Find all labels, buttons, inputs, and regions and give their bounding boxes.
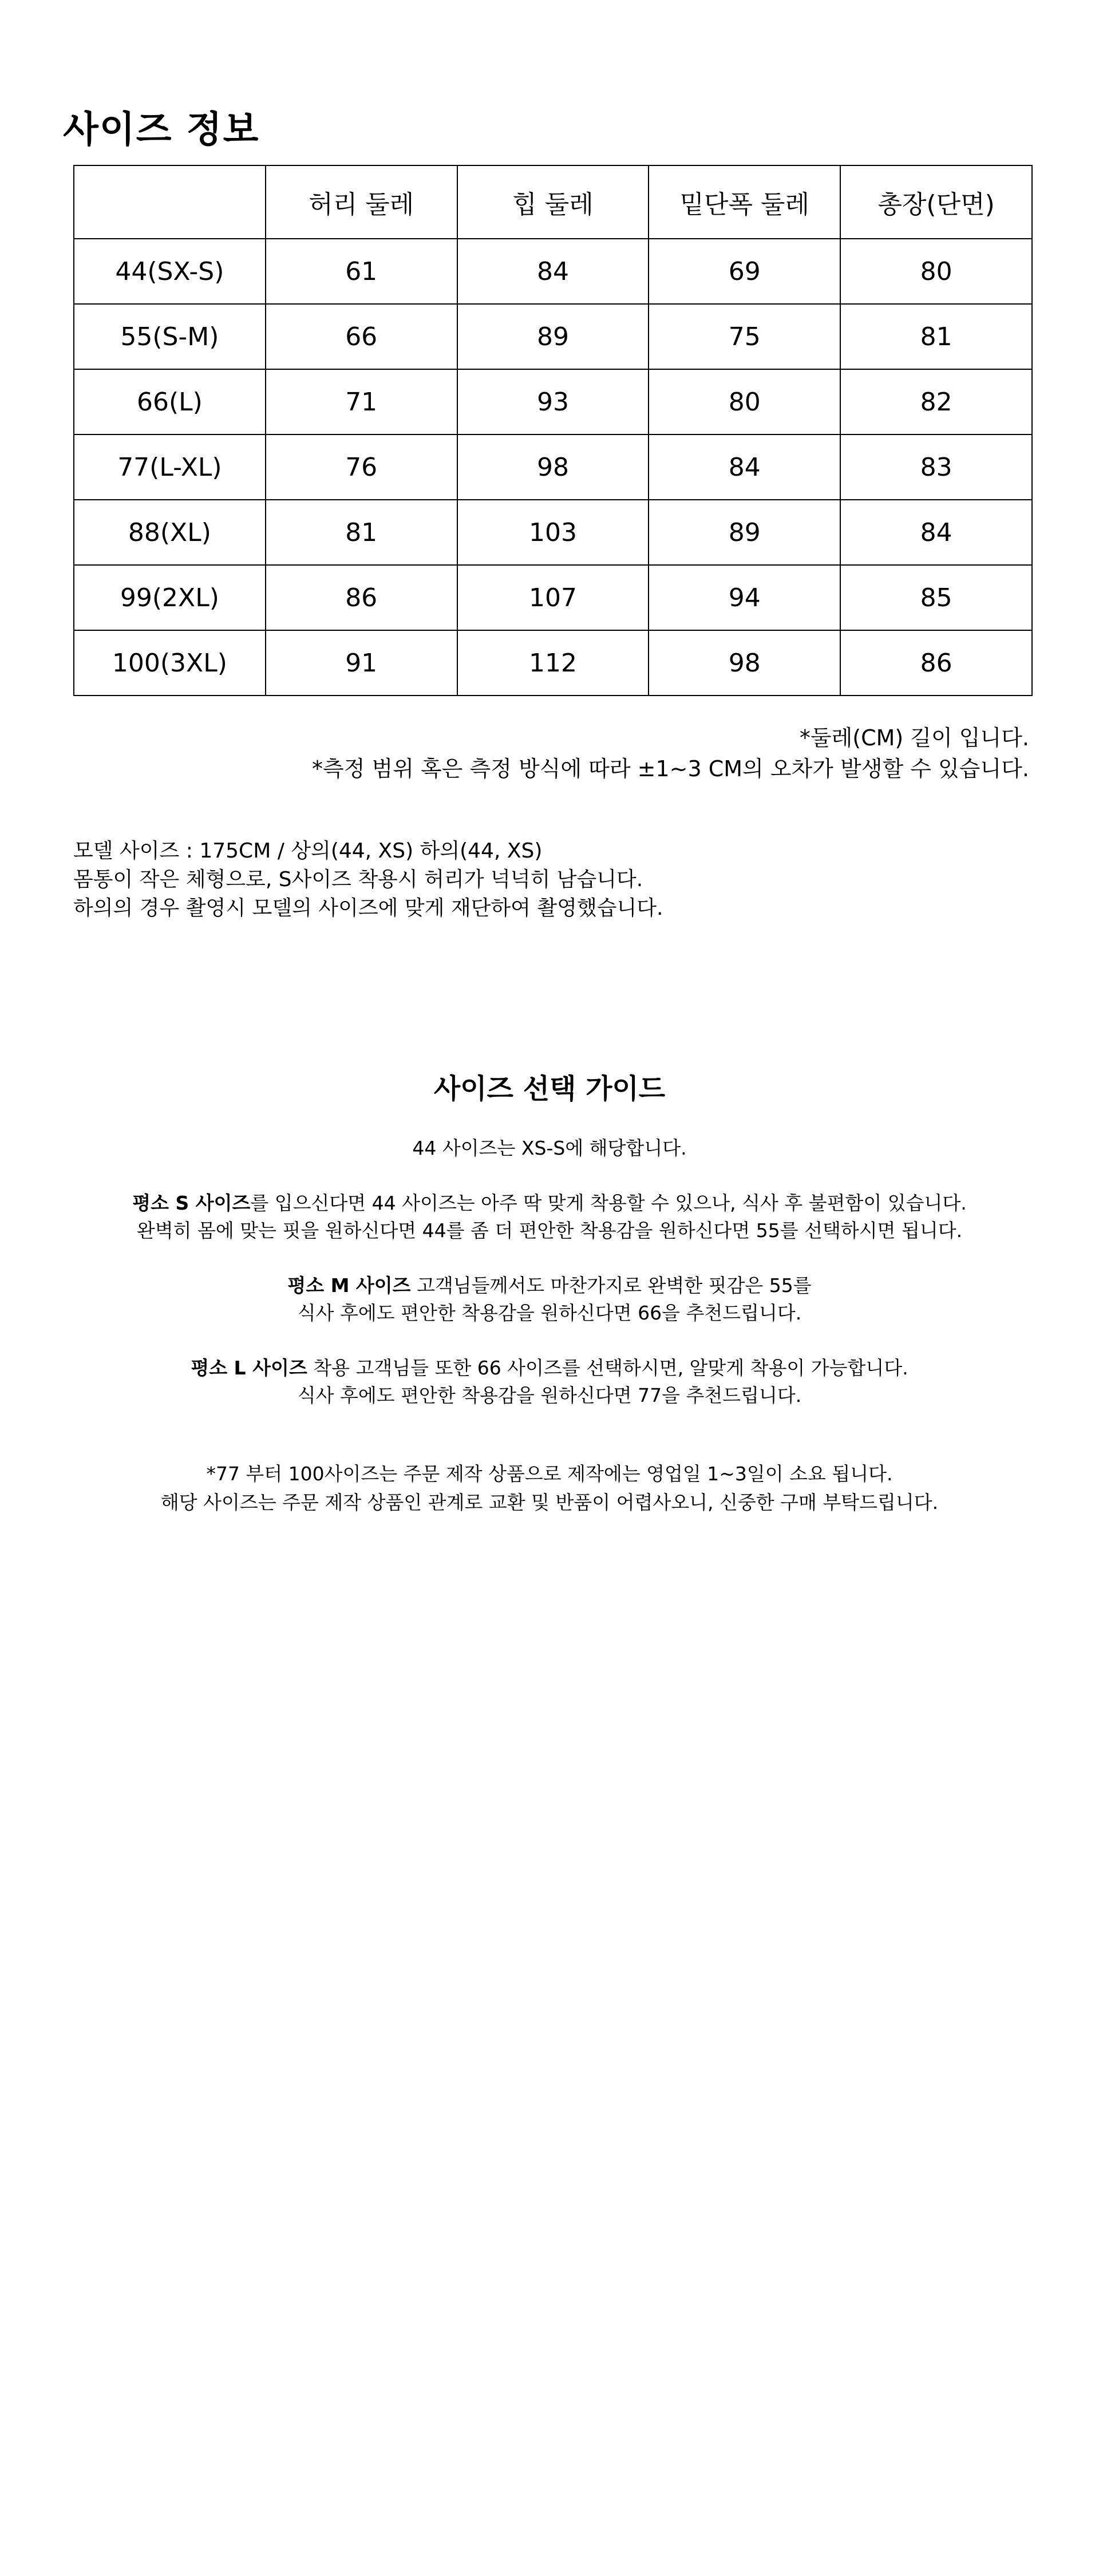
model-size-line: 모델 사이즈 : 175CM / 상의(44, XS) 하의(44, XS) [73, 839, 543, 863]
guide-m-block [0, 1272, 1099, 1327]
table-cell: 107 [457, 565, 649, 630]
table-cell: 44(SX-S) [74, 239, 266, 304]
guide-l-block [0, 1354, 1099, 1409]
table-cell: 93 [457, 369, 649, 434]
size-info-title: 사이즈 정보 [63, 109, 260, 151]
table-header-row [74, 165, 1032, 239]
guide-footer-line2: 해당 사이즈는 주문 제작 상품인 관계로 교환 및 반품이 어렵사오니, 신중한 구매 부탁드립니다. [160, 1491, 939, 1514]
guide-s-line2: 완벽히 몸에 맞는 핏을 원하신다면 44를 좀 더 편안한 착용감을 원하신다면 55를 선택하시면 됩니다. [136, 1219, 963, 1242]
table-row [74, 304, 1032, 369]
table-row [74, 630, 1032, 696]
table-row [74, 239, 1032, 304]
model-info [73, 837, 663, 923]
table-row [74, 434, 1032, 500]
table-row [74, 369, 1032, 434]
guide-s-block [0, 1190, 1099, 1244]
table-row [74, 500, 1032, 565]
table-cell: 81 [266, 500, 457, 565]
guide-l-line1 [0, 1354, 1099, 1382]
guide-s-bold: 평소 S 사이즈 [132, 1192, 251, 1214]
guide-m-line1 [0, 1272, 1099, 1299]
note-tolerance: *측정 범위 혹은 측정 방식에 따라 ±1~3 CM의 오차가 발생할 수 있습니다. [311, 756, 1029, 781]
note-unit: *둘레(CM) 길이 입니다. [799, 725, 1029, 750]
guide-m-text: 고객님들께서도 마찬가지로 완벽한 핏감은 55를 [410, 1274, 812, 1297]
guide-footer [0, 1460, 1099, 1517]
table-cell: 75 [649, 304, 840, 369]
table-cell: 88(XL) [74, 500, 266, 565]
table-cell: 80 [840, 239, 1032, 304]
table-cell: 86 [840, 630, 1032, 696]
guide-intro [0, 1135, 1099, 1162]
table-cell: 84 [457, 239, 649, 304]
table-cell: 112 [457, 630, 649, 696]
table-cell: 84 [649, 434, 840, 500]
table-cell: 55(S-M) [74, 304, 266, 369]
size-table [73, 165, 1033, 696]
guide-footer-line1: *77 부터 100사이즈는 주문 제작 상품으로 제작에는 영업일 1~3일이 소요 됩니다. [206, 1463, 893, 1485]
guide-intro-text: 44 사이즈는 XS-S에 해당합니다. [412, 1137, 687, 1159]
size-guide [0, 1070, 1099, 1517]
table-cell: 91 [266, 630, 457, 696]
table-cell: 103 [457, 500, 649, 565]
table-cell: 94 [649, 565, 840, 630]
guide-s-line1 [0, 1190, 1099, 1217]
table-cell: 89 [649, 500, 840, 565]
table-cell: 76 [266, 434, 457, 500]
table-row [74, 565, 1032, 630]
guide-l-line2: 식사 후에도 편안한 착용감을 원하신다면 77을 추천드립니다. [297, 1384, 802, 1406]
table-cell: 77(L-XL) [74, 434, 266, 500]
guide-m-bold: 평소 M 사이즈 [287, 1274, 411, 1297]
guide-l-bold: 평소 L 사이즈 [191, 1357, 307, 1379]
table-cell: 86 [266, 565, 457, 630]
table-cell: 66 [266, 304, 457, 369]
table-cell: 69 [649, 239, 840, 304]
table-cell: 85 [840, 565, 1032, 630]
guide-s-text: 를 입으신다면 44 사이즈는 아주 딱 맞게 착용할 수 있으나, 식사 후 불편함이 있습니다. [250, 1192, 967, 1214]
guide-l-text: 착용 고객님들 또한 66 사이즈를 선택하시면, 알맞게 착용이 가능합니다. [307, 1357, 908, 1379]
header-cell-size [74, 165, 266, 239]
header-cell-waist: 허리 둘레 [266, 165, 457, 239]
header-cell-length: 총장(단면) [840, 165, 1032, 239]
table-cell: 66(L) [74, 369, 266, 434]
table-cell: 61 [266, 239, 457, 304]
table-cell: 83 [840, 434, 1032, 500]
table-cell: 98 [457, 434, 649, 500]
header-cell-hem: 밑단폭 둘레 [649, 165, 840, 239]
table-cell: 80 [649, 369, 840, 434]
header-cell-hip: 힙 둘레 [457, 165, 649, 239]
model-tailoring-line: 하의의 경우 촬영시 모델의 사이즈에 맞게 재단하여 촬영했습니다. [73, 896, 663, 920]
model-fit-line: 몸통이 작은 체형으로, S사이즈 착용시 허리가 넉넉히 남습니다. [73, 868, 643, 891]
table-cell: 81 [840, 304, 1032, 369]
measurement-notes [312, 722, 1029, 784]
table-cell: 71 [266, 369, 457, 434]
guide-m-line2: 식사 후에도 편안한 착용감을 원하신다면 66을 추천드립니다. [297, 1302, 802, 1324]
table-cell: 84 [840, 500, 1032, 565]
table-cell: 89 [457, 304, 649, 369]
table-cell: 82 [840, 369, 1032, 434]
table-cell: 98 [649, 630, 840, 696]
size-guide-title: 사이즈 선택 가이드 [433, 1073, 666, 1105]
table-cell: 100(3XL) [74, 630, 266, 696]
table-cell: 99(2XL) [74, 565, 266, 630]
